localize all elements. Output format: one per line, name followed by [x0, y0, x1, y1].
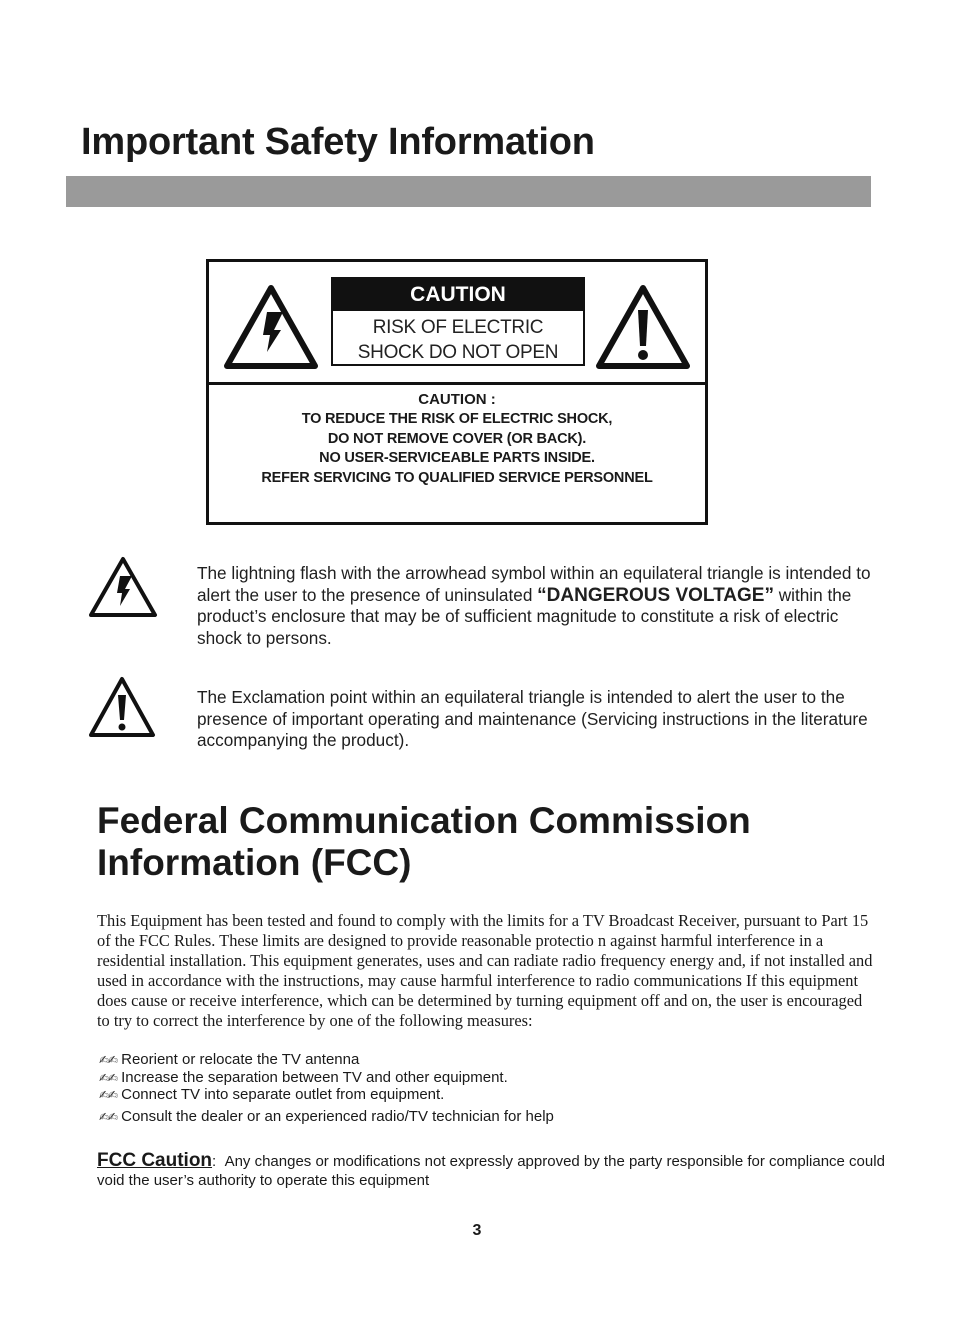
caution-instruction-line: REFER SERVICING TO QUALIFIED SERVICE PERSONNEL — [261, 469, 653, 486]
fcc-measures-list — [99, 1051, 554, 1125]
writing-hand-icon: ✍✍ — [99, 1109, 118, 1124]
title-rule-bar — [66, 176, 871, 207]
lightning-triangle-icon — [88, 556, 158, 618]
writing-hand-icon: ✍✍ — [99, 1053, 118, 1067]
caution-instruction-line: TO REDUCE THE RISK OF ELECTRIC SHOCK, — [301, 411, 613, 427]
lightning-symbol-description — [197, 563, 877, 649]
lightning-triangle-icon — [223, 284, 319, 370]
writing-hand-icon: ✍✍ — [99, 1070, 118, 1085]
caution-instruction-line: NO USER-SERVICEABLE PARTS INSIDE. — [319, 450, 595, 466]
caution-label-heading: CAUTION — [333, 279, 583, 311]
fcc-caution-label: FCC Caution — [97, 1150, 213, 1171]
page-number: 3 — [472, 1222, 482, 1239]
exclamation-triangle-icon — [88, 676, 156, 738]
fcc-caution-paragraph — [97, 1151, 887, 1190]
measure-text: Consult the dealer or an experienced radio/TV technician for help — [121, 1107, 554, 1125]
fcc-title-line-1: Federal Communication Commission — [97, 800, 751, 841]
fcc-caution-text: Any changes or modifications not expressly approved by the party responsible for compliance could void the user’s authority to operate this equipment — [97, 1153, 885, 1189]
caution-instruction-line: DO NOT REMOVE COVER (OR BACK). — [327, 430, 587, 447]
list-item — [99, 1069, 554, 1087]
measure-text: Reorient or relocate the TV antenna — [121, 1051, 360, 1068]
caution-label-instructions — [209, 390, 705, 488]
lightning-text-start: The lightning flash with the arrowhead symbol within an equilateral triangle is intended to alert the user to the presence of uninsulated — [197, 563, 871, 605]
measure-text: Connect TV into separate outlet from equipment. — [121, 1086, 445, 1103]
list-item — [99, 1086, 554, 1104]
fcc-body-paragraph: This Equipment has been tested and found to comply with the limits for a TV Broadcast Receiver, pursuant to Part 15 of the FCC Rules. These limits are designed to provide reasonable protectio n against harmful interference in a residential installation. This equipment generates, uses and can radiate radio frequency energy and, if not installed and used in accordance with the instructions, may cause harmful interference to radio communications If this equipment does cause or receive interference, which can be determined by turning equipment off and on, the user is encouraged to try to correct the interference by one of the following measures: — [97, 911, 873, 1030]
list-item — [99, 1051, 554, 1069]
caution-label-line-1: RISK OF ELECTRIC — [372, 317, 544, 338]
list-item — [99, 1108, 554, 1126]
caution-label-line-2: SHOCK DO NOT OPEN — [357, 342, 559, 363]
writing-hand-icon: ✍✍ — [99, 1088, 118, 1102]
page-title: Important Safety Information — [81, 121, 595, 163]
fcc-caution-colon: : — [212, 1153, 217, 1170]
fcc-title-line-2: Information (FCC) — [97, 842, 412, 883]
lightning-text-end: within the product’s enclosure that may be of sufficient magnitude to constitute a risk of electric shock to persons. — [197, 584, 852, 648]
caution-label-subheading: CAUTION : — [418, 391, 496, 408]
measure-text: Increase the separation between TV and other equipment. — [121, 1068, 508, 1086]
dangerous-voltage-emphasis: “DANGEROUS VOLTAGE” — [537, 584, 774, 606]
caution-label — [206, 259, 708, 525]
fcc-section-title — [97, 800, 751, 884]
caution-label-box — [331, 277, 585, 366]
exclamation-triangle-icon — [595, 284, 691, 370]
caution-label-divider — [209, 382, 705, 385]
exclamation-symbol-description: The Exclamation point within an equilateral triangle is intended to alert the user to the presence of important operating and maintenance (Servicing instructions in the literature accompanying the product). — [197, 687, 868, 750]
